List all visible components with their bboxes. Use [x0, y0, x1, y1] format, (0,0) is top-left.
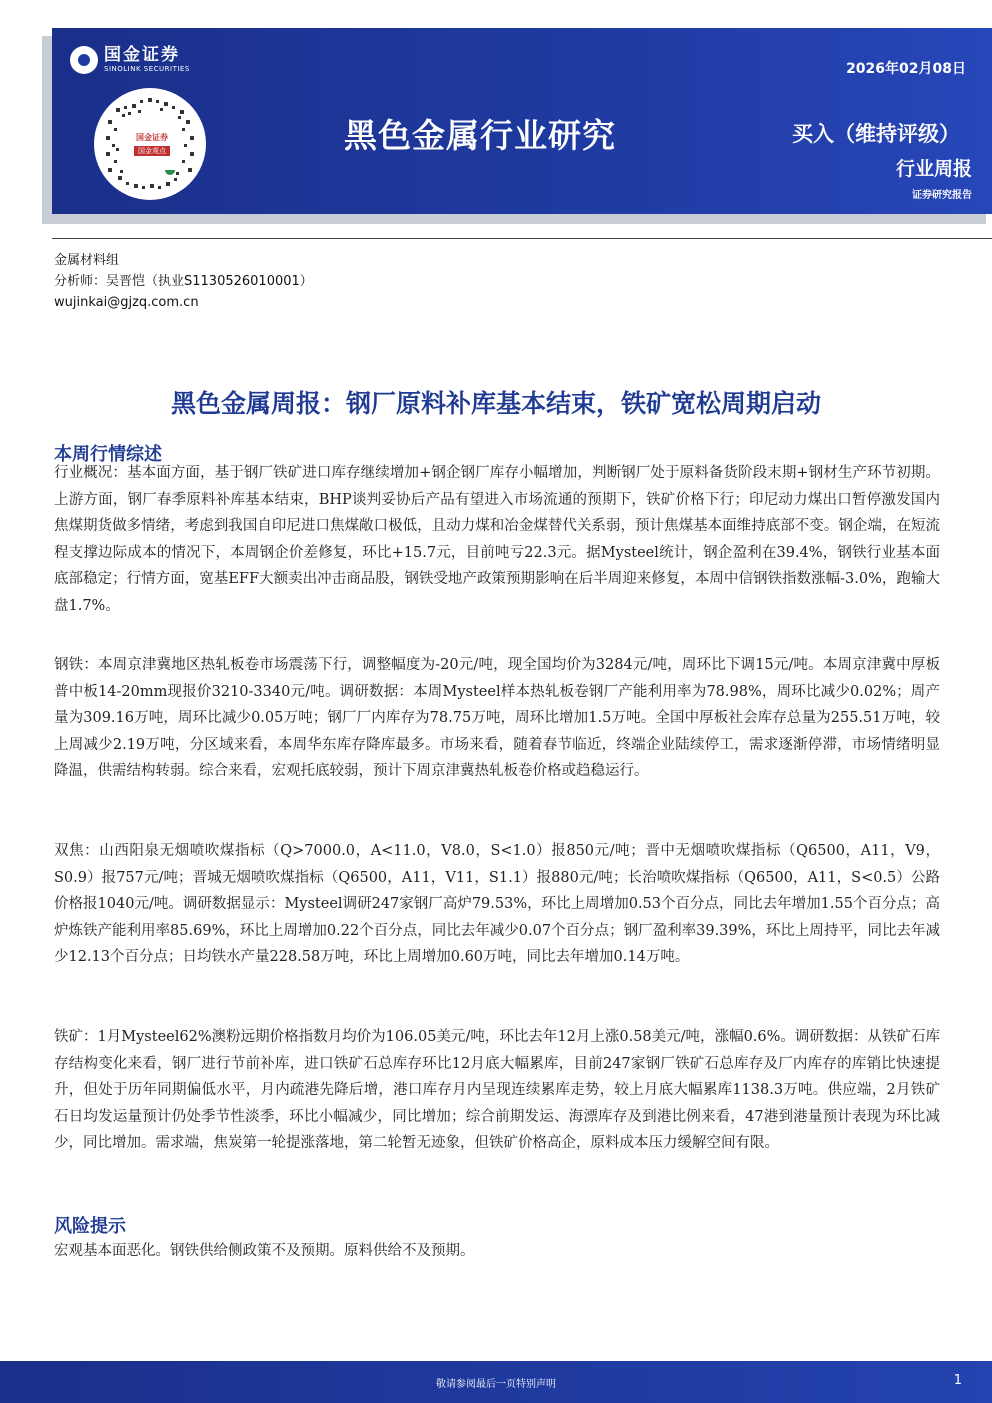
- paragraph-overview: 行业概况：基本面方面，基于钢厂铁矿进口库存继续增加+钢企钢厂库存小幅增加，判断钢厂处于原料备货阶段末期+钢材生产环节初期。上游方面，钢厂春季原料补库基本结束，BHP谈判妥协后产品有望进入市场流通的预期下，铁矿价格下行；印尼动力煤出口暂停激发国内焦煤期货做多情绪，考虑到我国自印尼进口焦煤敞口极低，且动力煤和冶金煤替代关系弱，预计焦煤基本面维持底部不变。钢企端，在短流程支撑边际成本的情况下，本周钢企价差修复，环比+15.7元，目前吨亏22.3元。据Mysteel统计，钢企盈利在39.4%，钢铁行业基本面底部稳定；行情方面，宽基EFF大额卖出冲击商品股，钢铁受地产政策预期影响在后半周迎来修复，本周中信钢铁指数涨幅-3.0%，跑输大盘1.7%。: [54, 465, 940, 614]
- qr-center-logo: 国金证券 国金观点: [126, 122, 178, 170]
- report-kind: 行业周报: [895, 158, 972, 180]
- footer-bar: [0, 1361, 992, 1403]
- logo-cn: 国金证券: [104, 45, 180, 65]
- section-title-overview: 本周行情综述: [54, 444, 162, 465]
- qr-code: [94, 88, 206, 200]
- report-type: 证券研究报告: [912, 190, 972, 201]
- company-logo: [70, 46, 190, 74]
- logo-en: SINOLINK SECURITIES: [104, 65, 190, 73]
- analyst-group: 金属材料组: [54, 253, 120, 268]
- paragraph-risk: 宏观基本面恶化。钢铁供给侧政策不及预期。原料供给不及预期。: [54, 1243, 475, 1259]
- footer-notice: 敬请参阅最后一页特别声明: [436, 1379, 556, 1390]
- analyst-block: [54, 250, 313, 313]
- section-title-risk: 风险提示: [54, 1216, 126, 1237]
- header-divider: [52, 238, 992, 239]
- paragraph-steel: 钢铁：本周京津冀地区热轧板卷市场震荡下行，调整幅度为-20元/吨，现全国均价为3284元/吨，周环比下调15元/吨。本周京津冀中厚板普中板14-20mm现报价3210-3340元/吨。调研数据：本周Mysteel样本热轧板卷钢厂产能利用率为78.98%，周环比减少0.02%；周产量为309.16万吨，周环比减少0.05万吨；钢厂厂内库存为78.75万吨，周环比增加1.5万吨。全国中厚板社会库存总量为255.51万吨，较上周减少2.19万吨，分区域来看，本周华东库存降库最多。市场来看，随着春节临近，终端企业陆续停工，需求逐渐停滞，市场情绪明显降温，供需结构转弱。综合来看，宏观托底较弱，预计下周京津冀热轧板卷价格或趋稳运行。: [54, 657, 940, 780]
- logo-mark-icon: [70, 46, 98, 74]
- rating-badge: 买入（维持评级）: [792, 122, 960, 146]
- paragraph-coke: 双焦：山西阳泉无烟喷吹煤指标（Q>7000.0，A<11.0，V8.0，S<1.0）报850元/吨；晋中无烟喷吹煤指标（Q6500，A11，V9，S0.9）报757元/吨；晋城无烟喷吹煤指标（Q6500，A11，V11，S1.1）报880元/吨；长治喷吹煤指标（Q6500，A11，S<0.5）公路价格报1040元/吨。调研数据显示：Mysteel调研247家钢厂高炉79.53%，环比上周增加0.53个百分点，同比去年增加1.55个百分点；高炉炼铁产能利用率85.69%，环比上周增加0.22个百分点，同比去年减少0.07个百分点；钢厂盈利率39.39%，环比上周持平，同比去年减少12.13个百分点；日均铁水产量228.58万吨，环比上周增加0.60万吨，同比去年增加0.14万吨。: [54, 843, 940, 966]
- report-date: 2026年02月08日: [846, 61, 966, 77]
- paragraph-ore: 铁矿：1月Mysteel62%澳粉远期价格指数月均价为106.05美元/吨，环比去年12月上涨0.58美元/吨，涨幅0.6%。调研数据：从铁矿石库存结构变化来看，钢厂进行节前补库，进口铁矿石总库存环比12月底大幅累库，目前247家钢厂铁矿石总库存及厂内库存的库销比快速提升，但处于历年同期偏低水平，月内疏港先降后增，港口库存月内呈现连续累库走势，较上月底大幅累库1138.3万吨。供应端，2月铁矿石日均发运量预计仍处季节性淡季，环比小幅减少，同比增加；综合前期发运、海漂库存及到港比例来看，47港到港量预计表现为环比减少，同比增加。需求端，焦炭第一轮提涨落地，第二轮暂无迹象，但铁矿价格高企，原料成本压力缓解空间有限。: [54, 1029, 940, 1152]
- report-title: 黑色金属行业研究: [344, 116, 616, 155]
- page-number: 1: [953, 1373, 962, 1388]
- header-banner: [52, 28, 992, 214]
- analyst-email: wujinkai@gjzq.com.cn: [54, 295, 199, 310]
- analyst-name: 分析师：吴晋恺（执业S1130526010001）: [54, 274, 313, 289]
- report-headline: 黑色金属周报：钢厂原料补库基本结束，铁矿宽松周期启动: [170, 389, 821, 418]
